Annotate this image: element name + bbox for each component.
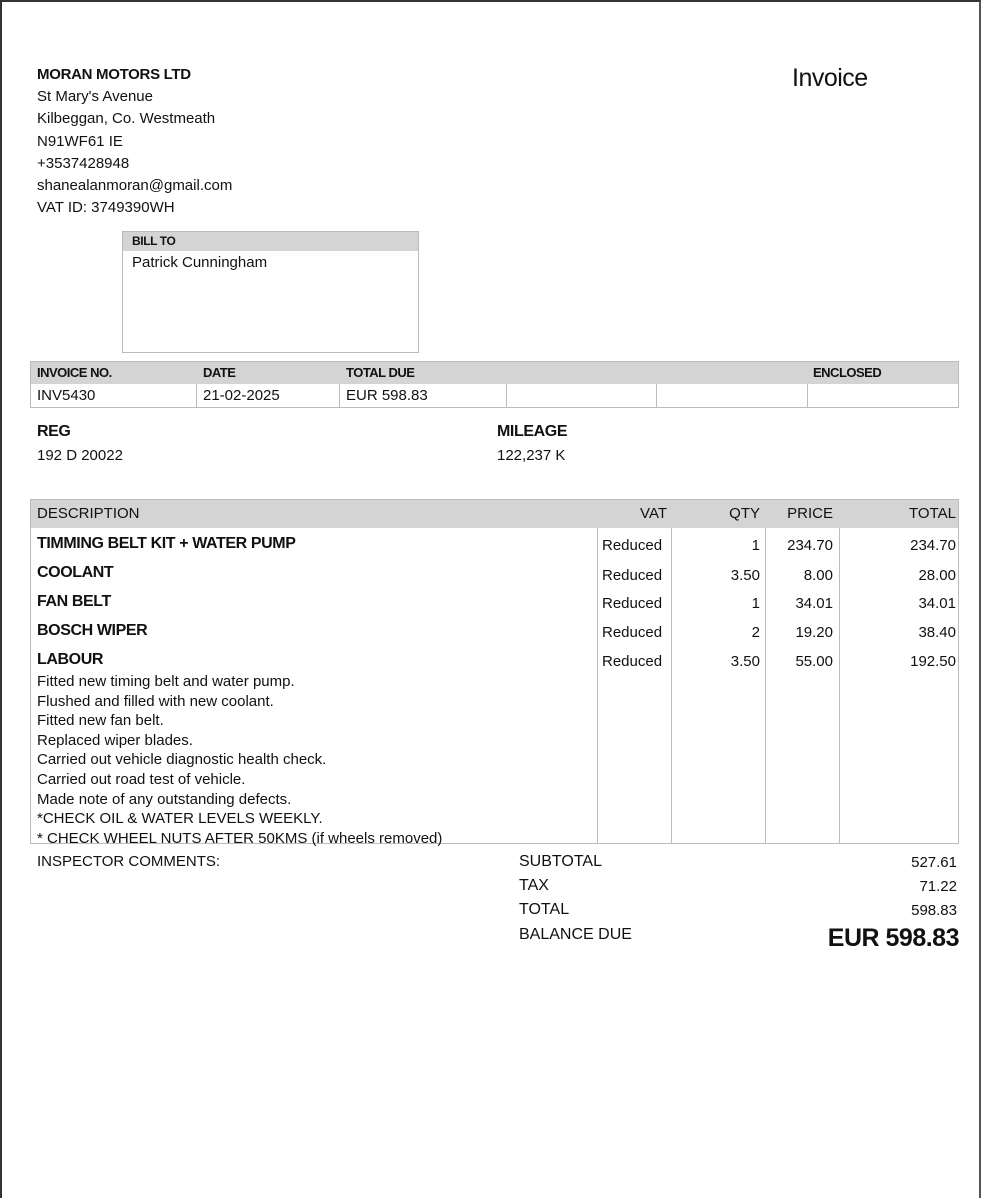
document-title: Invoice xyxy=(792,64,868,92)
item-vat: Reduced xyxy=(602,595,663,612)
total-value: 598.83 xyxy=(911,902,957,919)
labour-note: *CHECK OIL & WATER LEVELS WEEKLY. xyxy=(37,810,323,828)
info-divider xyxy=(196,384,197,408)
item-description: FAN BELT xyxy=(37,593,111,610)
info-divider xyxy=(506,384,507,408)
item-price: 8.00 xyxy=(803,567,833,584)
column-divider xyxy=(839,528,840,844)
item-total: 28.00 xyxy=(918,567,956,584)
balance-due-label: BALANCE DUE xyxy=(519,926,632,943)
labour-note: * CHECK WHEEL NUTS AFTER 50KMS (if wheels removed) xyxy=(37,829,443,847)
info-divider xyxy=(339,384,340,408)
col-header-price: PRICE xyxy=(787,505,833,522)
company-block xyxy=(37,64,232,219)
item-description: TIMMING BELT KIT + WATER PUMP xyxy=(37,535,296,552)
tax-value: 71.22 xyxy=(919,878,957,895)
labour-note: Carried out vehicle diagnostic health check. xyxy=(37,751,327,769)
company-address-line1: St Mary's Avenue xyxy=(37,88,153,106)
item-vat: Reduced xyxy=(602,567,663,584)
total-due-label: TOTAL DUE xyxy=(346,365,415,380)
subtotal-label: SUBTOTAL xyxy=(519,853,602,870)
item-vat: Reduced xyxy=(602,537,663,554)
bill-to-box xyxy=(122,231,419,353)
company-email: shanealanmoran@gmail.com xyxy=(37,177,233,195)
balance-due-value: EUR 598.83 xyxy=(827,924,959,952)
mileage-label: MILEAGE xyxy=(497,423,568,440)
labour-note: Carried out road test of vehicle. xyxy=(37,770,246,788)
col-header-vat: VAT xyxy=(640,505,667,522)
item-description: COOLANT xyxy=(37,564,114,581)
invoice-no-label: INVOICE NO. xyxy=(37,365,112,380)
tax-label: TAX xyxy=(519,877,549,894)
company-name: MORAN MOTORS LTD xyxy=(37,66,191,83)
bill-to-label: BILL TO xyxy=(123,232,418,251)
company-phone: +3537428948 xyxy=(37,154,130,172)
item-total: 234.70 xyxy=(910,537,956,554)
company-postcode: N91WF61 IE xyxy=(37,132,123,150)
labour-note: Made note of any outstanding defects. xyxy=(37,790,292,808)
item-total: 192.50 xyxy=(910,653,956,670)
reg-label: REG xyxy=(37,423,71,440)
item-qty: 2 xyxy=(751,624,760,641)
col-header-description: DESCRIPTION xyxy=(37,505,140,522)
invoice-no-value: INV5430 xyxy=(37,387,96,404)
column-divider xyxy=(671,528,672,844)
mileage-value: 122,237 K xyxy=(497,447,566,464)
item-price: 55.00 xyxy=(795,653,833,670)
labour-note: Fitted new fan belt. xyxy=(37,712,164,730)
total-label: TOTAL xyxy=(519,901,570,918)
bill-to-name: Patrick Cunningham xyxy=(132,254,268,271)
company-address-line2: Kilbeggan, Co. Westmeath xyxy=(37,110,216,128)
labour-note: Replaced wiper blades. xyxy=(37,731,193,749)
info-divider xyxy=(656,384,657,408)
info-divider xyxy=(807,384,808,408)
item-price: 34.01 xyxy=(795,595,833,612)
labour-note: Flushed and filled with new coolant. xyxy=(37,692,274,710)
item-vat: Reduced xyxy=(602,624,663,641)
date-value: 21-02-2025 xyxy=(203,387,280,404)
column-divider xyxy=(597,528,598,844)
item-qty: 3.50 xyxy=(730,653,760,670)
labour-note: Fitted new timing belt and water pump. xyxy=(37,673,295,690)
inspector-comments-label: INSPECTOR COMMENTS: xyxy=(37,853,221,870)
company-vat-id: VAT ID: 3749390WH xyxy=(37,199,175,217)
item-qty: 1 xyxy=(751,595,760,612)
item-description: BOSCH WIPER xyxy=(37,622,148,639)
reg-value: 192 D 20022 xyxy=(37,447,123,464)
total-due-value: EUR 598.83 xyxy=(346,387,428,404)
item-price: 234.70 xyxy=(787,537,833,554)
item-vat: Reduced xyxy=(602,653,663,670)
column-divider xyxy=(765,528,766,844)
item-qty: 3.50 xyxy=(730,567,760,584)
enclosed-label: ENCLOSED xyxy=(813,365,882,380)
subtotal-value: 527.61 xyxy=(911,854,957,871)
item-total: 38.40 xyxy=(918,624,956,641)
item-price: 19.20 xyxy=(795,624,833,641)
labour-notes xyxy=(37,672,442,848)
item-total: 34.01 xyxy=(918,595,956,612)
col-header-total: TOTAL xyxy=(909,505,956,522)
items-table xyxy=(30,499,959,847)
date-label: DATE xyxy=(203,365,236,380)
invoice-info-bar xyxy=(30,361,959,408)
col-header-qty: QTY xyxy=(729,505,760,522)
item-description: LABOUR xyxy=(37,651,104,668)
item-qty: 1 xyxy=(751,537,760,554)
